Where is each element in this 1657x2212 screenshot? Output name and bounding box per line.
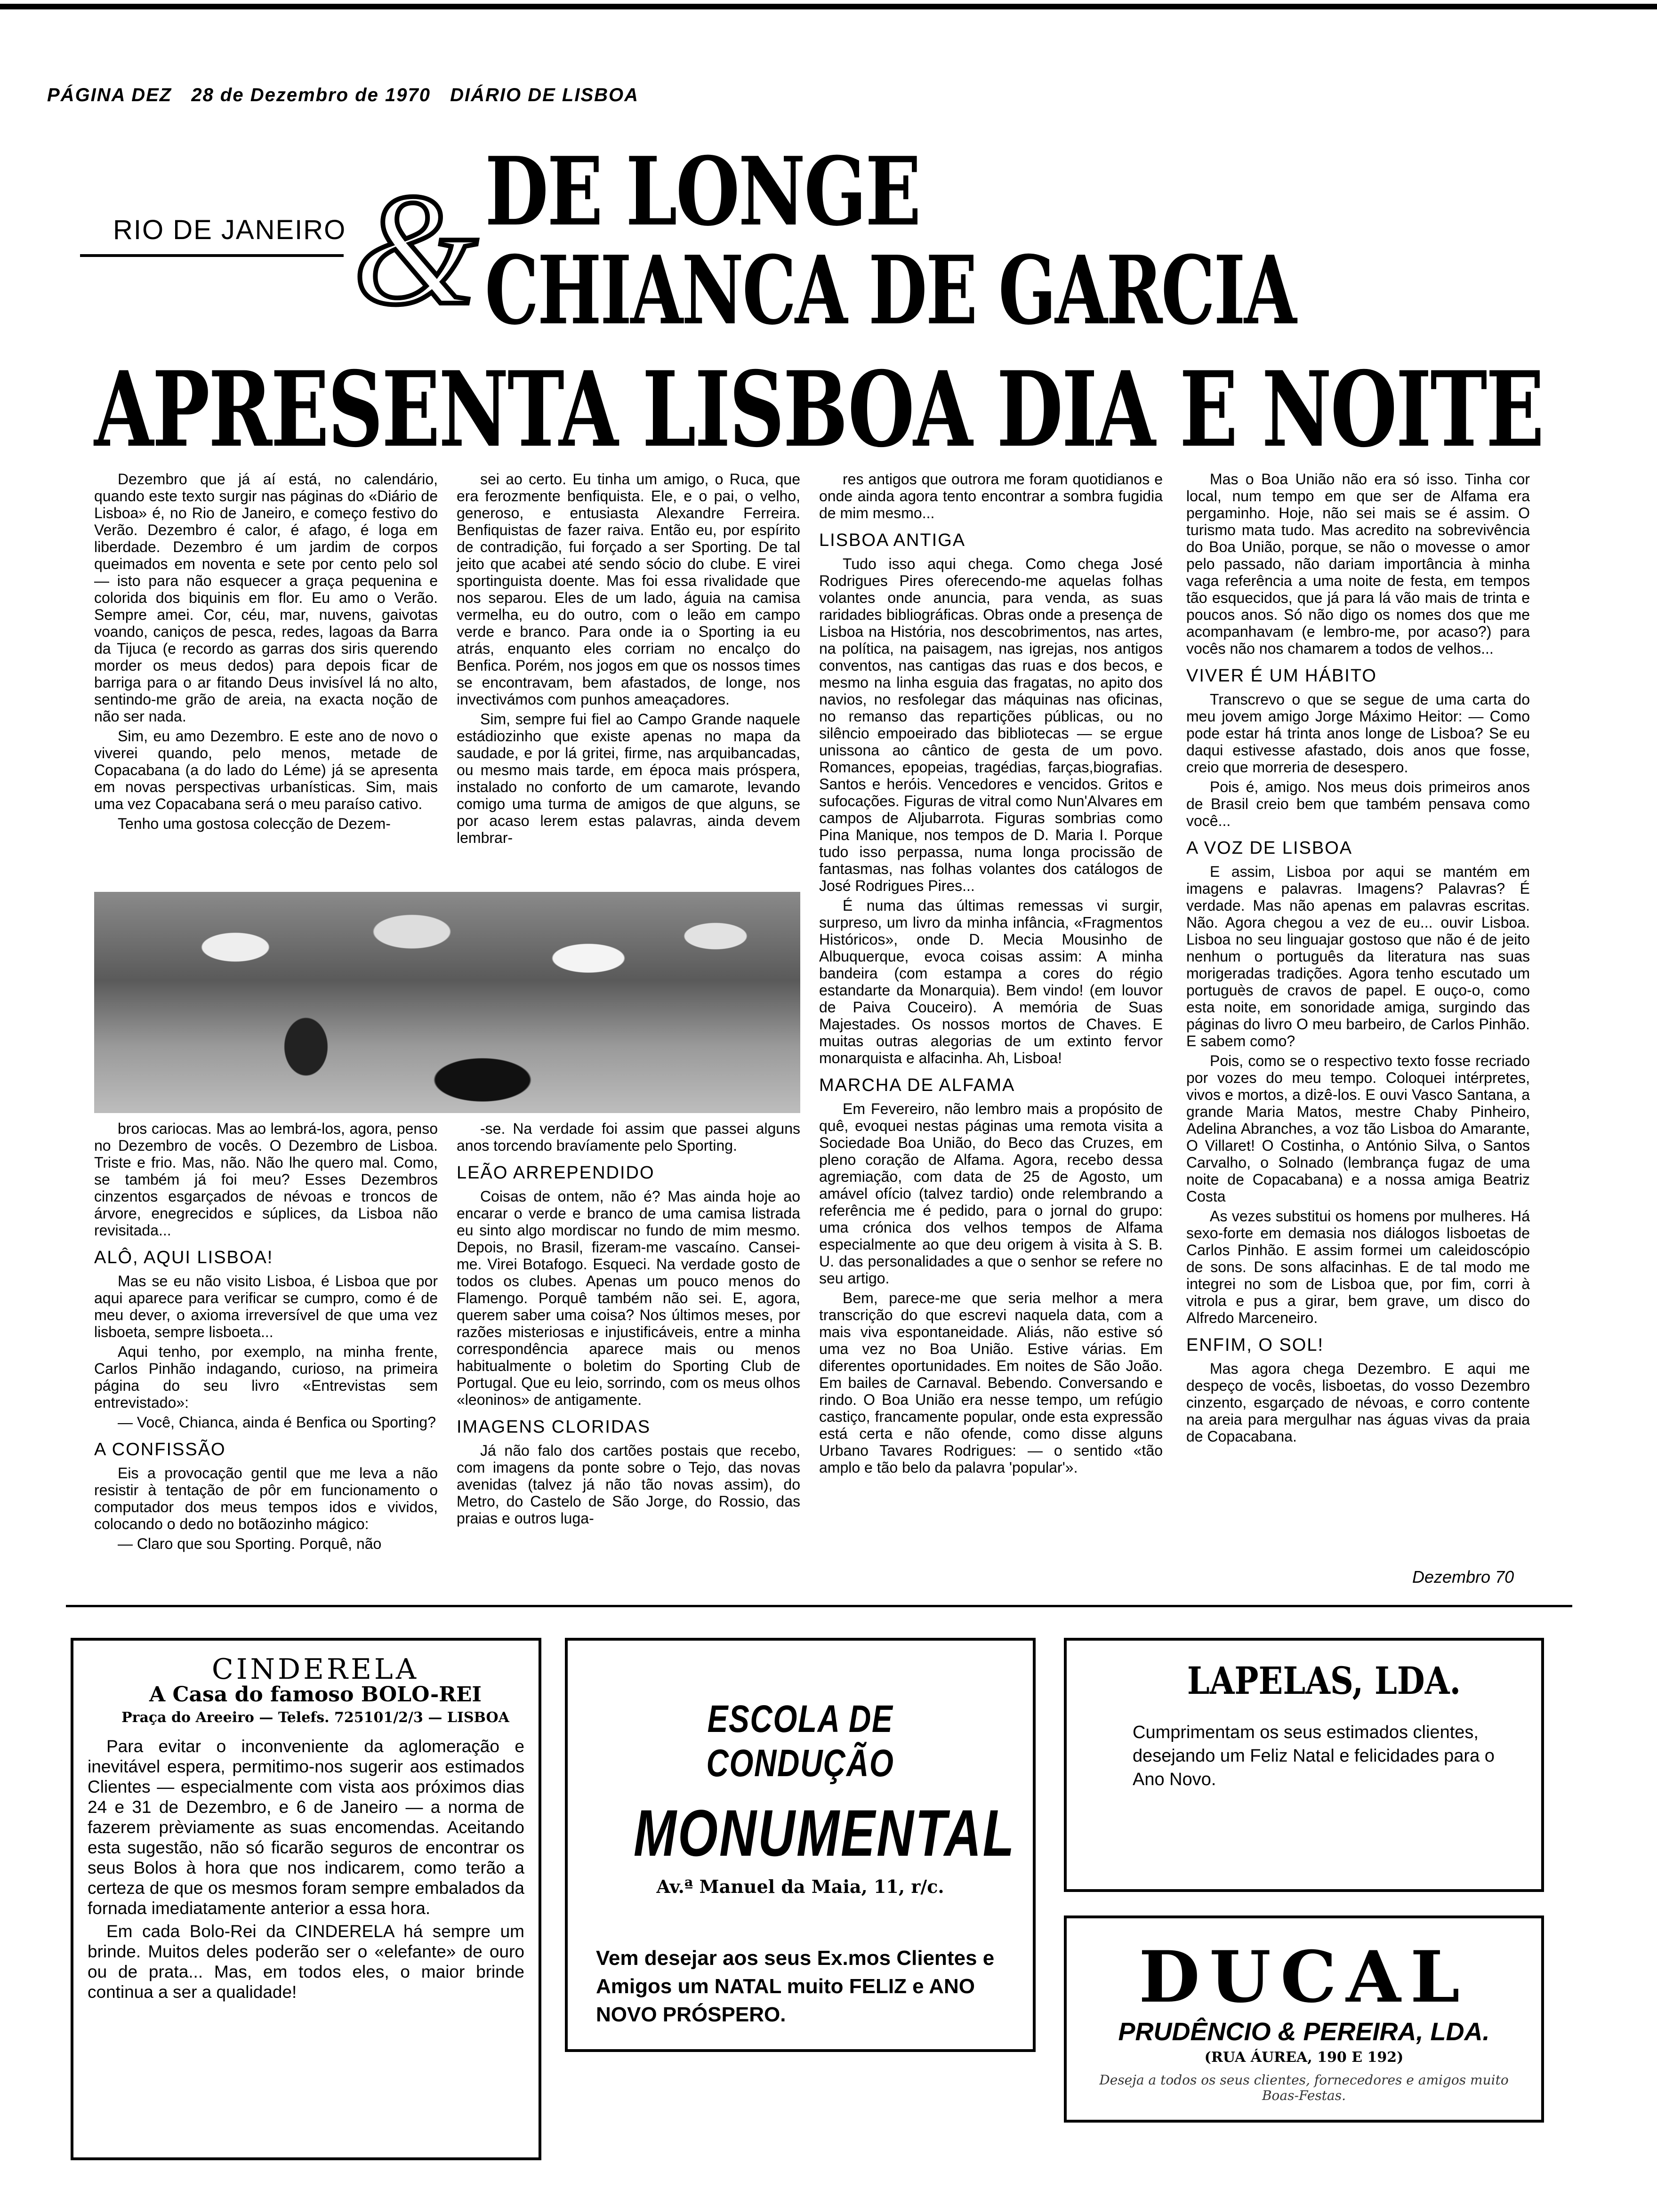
headline-line-2: CHIANCA DE GARCIA [485,235,1295,346]
article-kicker: RIO DE JANEIRO [113,215,346,245]
paragraph: — Você, Chianca, ainda é Benfica ou Sporting? [118,1414,436,1431]
column-4 [1186,471,1530,1448]
column-2 [457,471,800,849]
page-date: 28 de Dezembro de 1970 [191,85,431,105]
column-3 [819,471,1163,1479]
paragraph: bros cariocas. Mas ao lembrá-los, agora, penso no Dezembro de vocês. O Dezembro de Lisboa. Triste e frio. Mas, não. Não lhe quero mal. Como, se também já foi meu? Esses Dezembros cinzentos esgarçados de névoas e troncos de árvore, enegrecidos e súplices, da Lisboa não revisitada... [94,1120,438,1239]
subhead-confissao: A CONFISSÃO [94,1440,226,1459]
paragraph: Coisas de ontem, não é? Mas ainda hoje ao encarar o verde e branco de uma camisa listrada eu sinto algo mordiscar no fundo de mim mesmo. Depois, no Brasil, fizeram-me vascaíno. Cansei-me. Virei Botafogo. Esqueci. Na verdade gosto de todos os clubes. Apenas um pouco menos do Flamengo. Porquê também não sei. E, agora, querem saber uma coisa? Nos últimos meses, por razões misteriosas e injustificáveis, entre a minha correspondência aparece mais ou menos habitualmente o boletim do Sporting Club de Portugal. Que eu leio, sorrindo, com os meus olhos «leoninos» de antigamente. [457,1188,800,1408]
paragraph: Sim, sempre fui fiel ao Campo Grande naquele estádiozinho que existe apenas no mapa da saudade, e por lá gritei, firme, nas arquibancadas, ou mesmo mais tarde, em época mais próspera, instalado no conforto de um camarote, levando comigo uma turma de amigos de que alguns, se por acaso lerem estas palavras, ainda devem lembrar- [457,711,800,846]
ad-title: ESCOLA DE CONDUÇÃO [706,1698,894,1785]
ad-message: Deseja a todos os seus clientes, fornecedores e amigos muito Boas-Festas. [1099,2072,1509,2103]
page-label: PÁGINA DEZ [47,85,172,105]
ad-address: Praça do Areeiro — Telefs. 725101/2/3 — LISBOA [121,1709,509,1726]
top-rule [0,4,1657,9]
ad-title: DUCAL [1138,1936,1470,2019]
section-rule [66,1605,1572,1607]
ad-subtitle: PRUDÊNCIO & PEREIRA, LDA. [1118,2018,1490,2046]
paragraph: Já não falo dos cartões postais que recebo, com imagens da ponte sobre o Tejo, das novas avenidas (talvez já não tão novas assim), do Metro, do Castelo de São Jorge, do Rossio, das praias e outros luga- [457,1442,800,1527]
ad-paragraph: Para evitar o inconveniente da aglomeração e inevitável espera, permitimo-nos sugerir aos estimados Clientes — especialmente com vista aos próximos dias 24 e 31 de Dezembro, e 6 de Janeiro — a norma de fazerem prèviamente as suas encomendas. Aceitando esta sugestão, não só ficarão seguros de encontrar os seus Bolos à hora que nos indicarem, como terão a certeza de que os mesmos foram sempre embalados da fornada imediatamente anterior a essa hora. [88,1737,524,1918]
ad-title-brand: MONUMENTAL [633,1796,1016,1870]
subhead-enfim: ENFIM, O SOL! [1186,1335,1324,1355]
ad-title: LAPELAS, LDA. [1187,1659,1461,1703]
paragraph: Pois, como se o respectivo texto fosse recriado por vozes do meu tempo. Coloquei intérpretes, vivos e mortos, a dizê-los. E ouvi Vasco Santana, a grande Maria Matos, mestre Chaby Pinheiro, Adelina Abranches, a voz tão Lisboa do Amarante, O Villaret! O Costinha, o António Silva, o Santos Carvalho, o Solnado (lembrança fugaz de uma noite de Copacabana) e a nossa amiga Beatriz Costa [1186,1052,1530,1205]
subhead-alo: ALÔ, AQUI LISBOA! [94,1248,273,1267]
ad-paragraph: Em cada Bolo-Rei da CINDERELA há sempre um brinde. Muitos deles poderão ser o «elefante» de ouro ou de prata... Mas, em todos eles, o maior brinde continua a ser a qualidade! [88,1922,524,2002]
subhead-leao: LEÃO ARREPENDIDO [457,1163,655,1183]
subhead-lisboa-antiga: LISBOA ANTIGA [819,530,966,550]
paragraph: Dezembro que já aí está, no calendário, quando este texto surgir nas páginas do «Diário de Lisboa» é, no Rio de Janeiro, e começo festivo do Verão. Dezembro é calor, é afago, é loga em liberdade. Dezembro é um jardim de corpos queimados em noventa e sete por cento pelo sol — isto para não esquecer a graça pequenina e colorida dos biquinis em flor. Eu amo o Verão. Sempre amei. Cor, céu, mar, nuvens, gaivotas voando, caniços de pesca, redes, lagoas da Barra da Tijuca (e recordo as garras dos siris querendo morder os meus dedos) para depois ficar de barriga para o ar fitando Deus invisível lá no alto, sentindo-me grão de areia, na exacta noção de não ser nada. [94,471,438,725]
ad-message: Vem desejar aos seus Ex.mos Clientes e Amigos um NATAL muito FELIZ e ANO NOVO PRÓSPERO. [596,1947,995,2026]
paragraph: Transcrevo o que se segue de uma carta do meu jovem amigo Jorge Máximo Heitor: — Como pode estar há trinta anos longe de Lisboa? Se eu daqui estivesse afastado, dois anos que fosse, creio que morreria de desespero. [1186,691,1530,776]
paragraph: — Claro que sou Sporting. Porquê, não [118,1535,382,1552]
kicker-rule [80,254,344,257]
below-photo-right [457,1120,800,1530]
subhead-voz: A VOZ DE LISBOA [1186,838,1353,858]
paragraph: Sim, eu amo Dezembro. E este ano de novo o viverei quando, pelo menos, metade de Copacabana (a do lado do Léme) já se apresenta em novas perspectivas urbanísticas. Sim, mais uma vez Copacabana será o meu paraíso cativo. [94,728,438,812]
paragraph: Aqui tenho, por exemplo, na minha frente, Carlos Pinhão indagando, curioso, na primeira página do seu livro «Entrevistas sem entrevistado»: [94,1343,438,1411]
paragraph: Pois é, amigo. Nos meus dois primeiros anos de Brasil creio bem que também pensava como você... [1186,778,1530,829]
paper-name: DIÁRIO DE LISBOA [450,85,639,105]
subhead-imagens: IMAGENS CLORIDAS [457,1417,651,1437]
ad-title: CINDERELA [211,1653,419,1686]
ad-address: Av.ª Manuel da Maia, 11, r/c. [656,1876,944,1897]
paragraph: Mas se eu não visito Lisboa, é Lisboa que por aqui aparece para verificar se cumpro, como é de meu dever, o axioma irreversível de que uma vez lisboeta, sempre lisboeta... [94,1273,438,1340]
paragraph: E assim, Lisboa por aqui se mantém em imagens e palavras. Imagens? Palavras? É verdade. Mas não apenas em palavras escritas. Não. Agora chegou a vez de eu... ouvir Lisboa. Lisboa no seu linguajar gostoso que não é de jeito nenhum o português da literatura nas suas morigeradas tradições. Agora tenho escutado um portuguès de cravos de papel. E ouço-o, como esta noite, em sonoridade amiga, surgindo das páginas do livro O meu barbeiro, de Carlos Pinhão. E sabem como? [1186,863,1530,1050]
page-header [47,85,652,106]
article-body [94,471,1544,1591]
headline-line-3: APRESENTA LISBOA DIA E NOITE [94,348,1543,470]
ad-message: Cumprimentam os seus estimados clientes, desejando um Feliz Natal e felicidades para o Ano Novo. [1133,1723,1495,1789]
paragraph: Em Fevereiro, não lembro mais a propósito de quê, evoquei nestas páginas uma remota visita a Sociedade Boa União, do Beco das Cruzes, em pleno coração de Alfama. Agora, recebo dessa agremiação, com data de 25 de Agosto, um amável ofício (talvez tardio) onde relembrando a referência me é pedido, para o jornal do grupo: uma crónica dos velhos tempos de Alfama especialmente ao que deu origem à visita à S. B. U. das personalidades a que o senhor se refere no seu artigo. [819,1100,1163,1287]
below-photo-left [94,1120,438,1555]
paragraph: É numa das últimas remessas vi surgir, surpreso, um livro da minha infância, «Fragmentos Históricos», onde D. Mecia Mousinho de Albuquerque, evoca coisas assim: A minha bandeira (com estampa a cores do régio estandarte da Monarquia). Bem vindo! (em louvor de Paiva Couceiro). A memória de Suas Majestades. Os nossos mortos de Chaves. E muitas outras alegorias de um extinto fervor monarquista e alfacinha. Ah, Lisboa! [819,897,1163,1066]
subhead-viver: VIVER É UM HÁBITO [1186,666,1377,686]
column-1 [94,471,438,835]
paragraph: Bem, parece-me que seria melhor a mera transcrição do que escrevi naquela data, com a mais viva espontaneidade. Aliás, não estive só uma vez no Boa União. Estive várias. Em diferentes oportunidades. Em noites de São João. Em bailes de Carnaval. Bebendo. Conversando e rindo. O Boa União era nesse tempo, um refúgio castiço, francamente popular, onde esta expressão está certa e não ofende, como disse alguns Urbano Tavares Rodrigues: — o sentido «tão amplo e tão belo da palavra 'popular'». [819,1290,1163,1476]
beach-photo [94,892,800,1113]
ampersand-ornament: & [353,160,478,338]
ad-subtitle: A Casa do famoso BOLO-REI [149,1683,482,1707]
ad-monumental [565,1638,1036,2052]
paragraph: sei ao certo. Eu tinha um amigo, o Ruca, que era ferozmente benfiquista. Ele, e o pai, o velho, generoso, e entusiasta Alexandre Ferreira. Benfiquistas de fazer raiva. Então eu, por espírito de contradição, fui forçado a ser Sporting. De tal jeito que acabei até sendo sócio do clube. E virei sportinguista doente. Mas foi essa rivalidade que nos separou. Eles de um lado, águia na camisa vermelha, eu do outro, com o leão em campo verde e branco. Para onde ia o Sporting ia eu atrás, enquanto eles corriam no encalço do Benfica. Porém, nos jogos em que os nossos times se encontravam, bem afastados, de longe, nos invectivámos com punhos ameaçadores. [457,471,800,708]
paragraph: Tenho uma gostosa colecção de Dezem- [118,815,391,832]
subhead-marcha: MARCHA DE ALFAMA [819,1075,1015,1095]
ad-lapelas [1064,1638,1544,1892]
article-signature: Dezembro 70 [1412,1567,1514,1587]
ad-cinderela [71,1638,541,2160]
paragraph: -se. Na verdade foi assim que passei alguns anos torcendo bravíamente pelo Sporting. [457,1120,800,1154]
paragraph: Mas o Boa União não era só isso. Tinha cor local, num tempo em que ser de Alfama era pergaminho. Hoje, não sei mais se é assim. O turismo mata tudo. Mas acredito na sobrevivência do Boa União, porque, se não o movesse o amor pelo passado, não dariam importância à minha vaga referência a uma noite de festa, em tempos tão esquecidos, que já para lá vão mais de trinta e poucos anos. Só não digo os nomes dos que me acompanhavam (e lembro-me, por acaso?) para vocês não nos chamarem a todos de velhos... [1186,471,1530,657]
paragraph: Mas agora chega Dezembro. E aqui me despeço de vocês, lisboetas, do vosso Dezembro cinzento, esgarçado de névoas, e corro contente na areia para mergulhar nas águas vivas da praia de Copacabana. [1186,1360,1530,1445]
paragraph: Eis a provocação gentil que me leva a não resistir à tentação de pôr em funcionamento o computador dos meus tempos idos e vividos, colocando o dedo no botãozinho mágico: [94,1465,438,1532]
paragraph: Tudo isso aqui chega. Como chega José Rodrigues Pires oferecendo-me aquelas folhas volantes onde anuncia, para venda, as suas raridades bibliográficas. Obras onde a presença de Lisboa na História, nos descobrimentos, nas artes, na política, na paisagem, nas igrejas, nos antigos conventos, nas cantigas das ruas e dos becos, e mesmo na linha esguia das fragatas, no apito dos navios, no resfolegar das máquinas nas oficinas, no remanso das repartições públicas, ou no silêncio empoeirado das bibliotecas — se ergue unissona ao cântico de gesta de um povo. Romances, epopeias, tragédias, farças,biografias. Santos e heróis. Vencedores e vencidos. Gritos e sufocações. Figuras de vitral como Nun'Alvares em campos de Aljubarrota. Figuras sombrias como Pina Manique, nos tempos de D. Maria I. Porque tudo isso perpassa, numa longa procissão de fantasmas, nas folhas volantes dos catálogos de José Rodrigues Pires... [819,555,1163,894]
paragraph: res antigos que outrora me foram quotidianos e onde ainda agora tento encontrar a sombra fugidia de mim mesmo... [819,471,1163,521]
headline-line-1: DE LONGE [485,136,920,247]
ad-address: (RUA ÁUREA, 190 E 192) [1204,2049,1404,2066]
paragraph: As vezes substitui os homens por mulheres. Há sexo-forte em demasia nos diálogos lisboetas de Carlos Pinhão. E assim formei um caleidoscópio de sons. De sons alfacinhas. E de tal modo me integrei no som de Lisboa que, por fim, corri à vitrola e pus a girar, bem grave, um disco do Alfredo Marceneiro. [1186,1208,1530,1326]
ad-ducal [1064,1915,1544,2123]
